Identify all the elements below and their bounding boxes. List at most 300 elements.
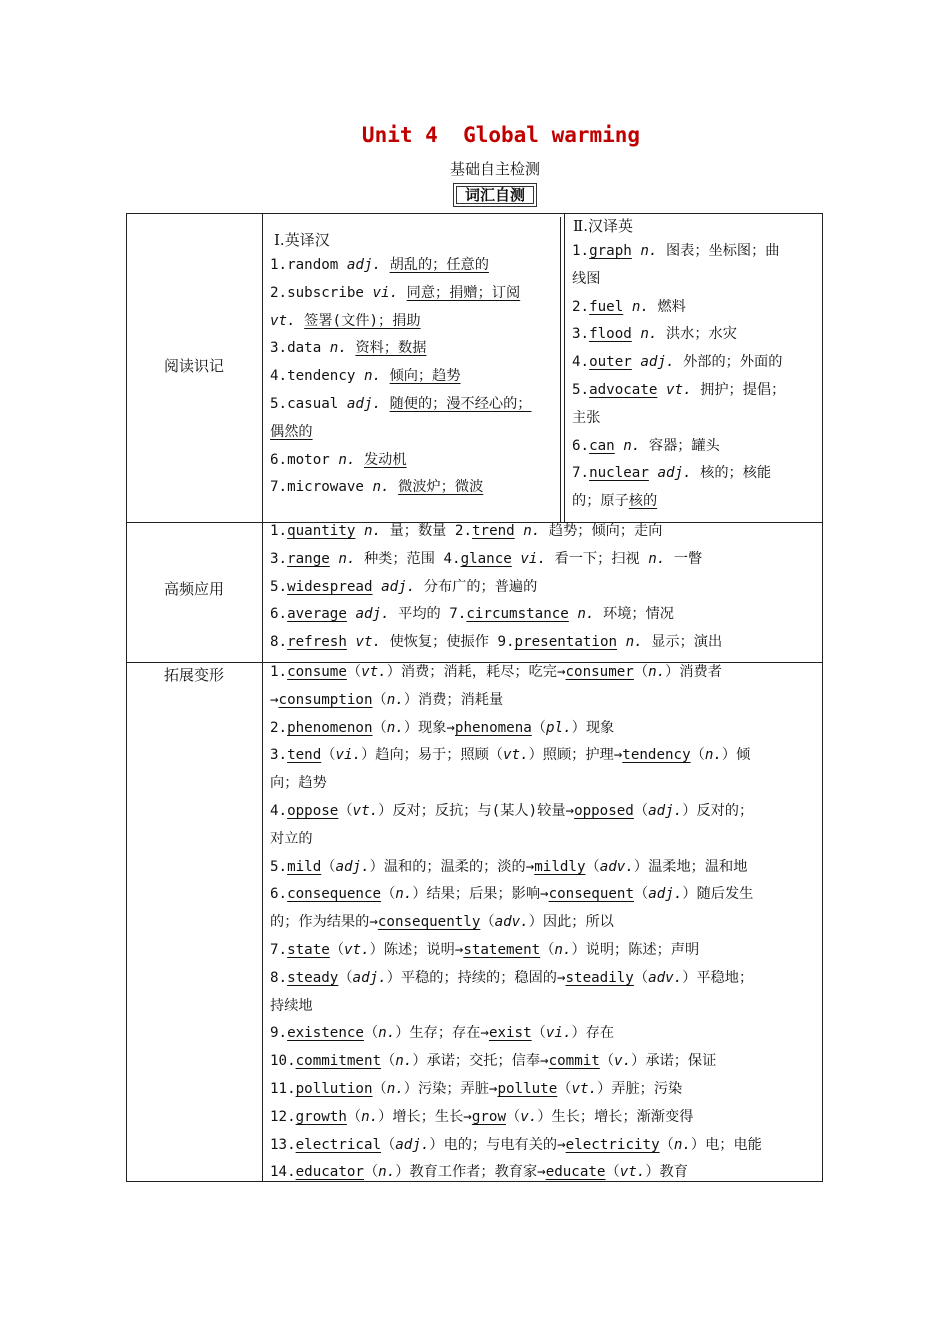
- line-text: （: [531, 1025, 546, 1042]
- line-text: 显示；演出: [642, 634, 723, 651]
- line-text: 看一下；扫视: [545, 550, 649, 567]
- line-text: 对立的: [270, 830, 313, 847]
- reading-right-line: [572, 377, 785, 405]
- line-text: 向；趋势: [270, 775, 327, 792]
- line-text: （: [480, 914, 495, 931]
- line-text: 4.: [270, 802, 288, 819]
- line-text: ）承诺；保证: [631, 1053, 717, 1070]
- line-text: ）反对；反抗；与(某人)较量→: [378, 802, 575, 819]
- answer-text: steadily: [565, 969, 634, 986]
- line-text: 7.: [572, 465, 590, 482]
- reading-right-line: [572, 488, 785, 516]
- answer-text: 资料；数据: [355, 340, 427, 357]
- answer-text: can: [589, 437, 615, 454]
- part-of-speech: vt.: [344, 941, 370, 958]
- line-text: 3.data: [270, 340, 330, 357]
- line-text: （: [321, 858, 336, 875]
- answer-text: mild: [287, 858, 322, 875]
- reading-right-line: [572, 405, 785, 433]
- part-of-speech: n.: [361, 1108, 379, 1125]
- line-text: （: [372, 719, 387, 736]
- line-text: 主张: [572, 409, 601, 426]
- line-text: ）结果；后果；影响→: [412, 886, 549, 903]
- extension-line: [270, 881, 762, 909]
- part-of-speech: vi.: [335, 747, 362, 764]
- line-text: 容器；罐头: [640, 437, 720, 454]
- line-text: 持续地: [270, 997, 313, 1014]
- extension-line: [270, 1020, 762, 1048]
- part-of-speech: vi.: [545, 1025, 572, 1042]
- line-text: ）存在: [571, 1025, 615, 1042]
- line-text: 6.motor: [270, 451, 339, 468]
- part-of-speech: vt.: [619, 1164, 646, 1181]
- answer-text: mildly: [534, 858, 586, 875]
- line-text: ）平稳地；: [682, 969, 754, 986]
- line-text: （: [557, 1080, 572, 1097]
- reading-right-list: [572, 238, 785, 516]
- reading-right-line: [572, 266, 785, 294]
- line-text: 5.: [572, 381, 590, 398]
- page-title: Unit 4 Global warming: [361, 123, 641, 147]
- answer-text: grow: [471, 1108, 507, 1125]
- line-text: 使恢复；使振作 9.: [381, 634, 515, 651]
- extension-line: [270, 742, 762, 770]
- extension-line: [270, 1104, 762, 1132]
- extension-list: [270, 659, 762, 1187]
- line-text: 3.: [270, 550, 288, 567]
- extension-line: [270, 659, 762, 687]
- answer-text: widespread: [287, 578, 373, 595]
- line-text: 2.subscribe: [270, 284, 373, 301]
- part-of-speech: v.: [520, 1108, 538, 1125]
- line-text: 7.: [270, 941, 288, 958]
- answer-text: nuclear: [589, 465, 649, 482]
- line-text: 1.: [572, 243, 590, 259]
- extension-line: [270, 715, 762, 743]
- line-text: 的；原子: [572, 493, 629, 510]
- part-of-speech: vt.: [355, 634, 382, 651]
- row-label-reading: 阅读识记: [163, 357, 224, 375]
- line-text: 14.: [270, 1164, 296, 1181]
- line-text: [398, 285, 407, 301]
- line-text: ）弄脏；污染: [597, 1080, 683, 1097]
- part-of-speech: adj.: [657, 465, 692, 482]
- line-text: ）教育工作者；教育家→: [395, 1164, 546, 1181]
- part-of-speech: adv.: [648, 969, 683, 986]
- answer-text: growth: [295, 1108, 347, 1125]
- answer-text: pollute: [497, 1080, 558, 1097]
- line-text: 平均的 7.: [389, 606, 467, 623]
- reading-right-line: [572, 349, 785, 377]
- extension-line: [270, 770, 762, 798]
- line-text: ）消费；消耗量: [403, 691, 504, 708]
- answer-text: 随便的；漫不经心的；: [389, 395, 532, 412]
- answer-text: 发动机: [363, 451, 407, 468]
- line-text: （: [363, 1025, 379, 1042]
- answer-text: outer: [589, 354, 632, 371]
- line-text: （: [381, 886, 396, 903]
- line-text: 13.: [270, 1136, 296, 1153]
- answer-text: electricity: [565, 1136, 660, 1153]
- line-text: 种类；范围 4.: [355, 550, 461, 567]
- part-of-speech: n.: [648, 550, 666, 567]
- line-text: ）电；电能: [690, 1136, 762, 1153]
- row-label-extension: 拓展变形: [163, 666, 224, 684]
- part-of-speech: adv.: [494, 914, 529, 931]
- line-text: 3.: [270, 747, 288, 764]
- extension-line: [270, 687, 762, 715]
- line-text: （: [372, 691, 387, 708]
- frequent-line: [270, 601, 722, 629]
- extension-line: [270, 826, 762, 854]
- part-of-speech: adj.: [335, 858, 370, 875]
- line-text: （: [329, 941, 345, 958]
- answer-text: existence: [287, 1025, 364, 1042]
- part-of-speech: n.: [338, 550, 356, 567]
- line-text: （: [605, 1164, 620, 1181]
- extension-line: [270, 937, 762, 965]
- answer-text: consequently: [377, 914, 481, 931]
- part-of-speech: n.: [378, 1025, 396, 1042]
- line-text: 分布广的；普遍的: [415, 578, 538, 595]
- line-text: 5.: [270, 858, 288, 875]
- line-text: ）生长；增长；渐渐变得: [537, 1108, 694, 1125]
- line-text: （: [585, 858, 600, 875]
- line-text: ）平稳的；持续的；稳固的→: [386, 969, 566, 986]
- reading-left-heading: Ⅰ.英译汉: [274, 231, 330, 249]
- table-divider-reading-cols: [564, 213, 565, 522]
- extension-line: [270, 965, 762, 993]
- line-text: [355, 452, 364, 468]
- reading-right-line: [572, 294, 785, 322]
- line-text: ）现象→: [403, 719, 455, 736]
- part-of-speech: n.: [648, 664, 666, 680]
- part-of-speech: n.: [372, 479, 390, 496]
- line-text: 1.: [270, 523, 288, 539]
- line-text: （: [381, 1136, 396, 1153]
- frequent-line: [270, 574, 722, 602]
- answer-text: refresh: [287, 634, 347, 651]
- part-of-speech: n.: [673, 1136, 691, 1153]
- line-text: 图表；坐标图；曲: [657, 243, 780, 259]
- answer-text: pollution: [295, 1080, 373, 1097]
- answer-text: 胡乱的；任意的: [389, 257, 489, 273]
- answer-text: exist: [488, 1025, 532, 1042]
- answer-text: educate: [545, 1164, 606, 1181]
- answer-text: advocate: [589, 381, 658, 398]
- line-text: （: [531, 719, 546, 736]
- extension-line: [270, 1076, 762, 1104]
- part-of-speech: adj.: [352, 969, 387, 986]
- reading-right-heading: Ⅱ.汉译英: [573, 217, 633, 235]
- line-text: ）照顾；护理→: [528, 747, 623, 764]
- table-divider-label: [262, 213, 263, 1182]
- part-of-speech: n.: [640, 243, 658, 259]
- part-of-speech: n.: [386, 691, 404, 708]
- line-text: （: [633, 802, 649, 819]
- line-text: ）污染；弄脏→: [403, 1080, 498, 1097]
- part-of-speech: adj.: [648, 802, 683, 819]
- part-of-speech: vi.: [372, 284, 399, 301]
- line-text: ）电的；与电有关的→: [429, 1136, 566, 1153]
- part-of-speech: n.: [577, 606, 595, 623]
- line-text: ）温和的；温柔的；淡的→: [369, 858, 535, 875]
- part-of-speech: n.: [395, 1053, 413, 1070]
- part-of-speech: pl.: [546, 719, 572, 736]
- part-of-speech: n.: [386, 1080, 404, 1097]
- line-text: 洪水；水灾: [657, 326, 737, 343]
- part-of-speech: vt.: [571, 1080, 598, 1097]
- part-of-speech: n.: [523, 523, 541, 539]
- line-text: （: [633, 969, 649, 986]
- line-text: 核的；核能: [691, 465, 772, 482]
- part-of-speech: n.: [625, 634, 643, 651]
- line-text: 的；作为结果的→: [270, 914, 378, 931]
- answer-text: steady: [287, 969, 339, 986]
- reading-left-list: [270, 252, 531, 502]
- line-text: ）温柔地；温和地: [633, 858, 748, 875]
- reading-left-line: [270, 252, 531, 280]
- part-of-speech: adv.: [599, 858, 634, 875]
- line-text: 8.: [270, 969, 288, 986]
- line-text: 拥护；提倡；: [691, 381, 786, 398]
- line-text: [381, 368, 390, 384]
- line-text: [373, 579, 382, 595]
- section-box: [453, 183, 537, 207]
- line-text: 2.: [270, 719, 288, 736]
- table-divider-reading-inner: [560, 217, 561, 522]
- line-text: 12.: [270, 1108, 296, 1125]
- line-text: （: [633, 664, 649, 680]
- answer-text: tendency: [622, 747, 691, 764]
- line-text: ）消费；消耗，耗尽；吃完→: [386, 664, 566, 680]
- line-text: ）因此；所以: [528, 914, 614, 931]
- line-text: 环境；情况: [594, 606, 674, 623]
- row-label-frequent: 高频应用: [163, 580, 224, 598]
- answer-text: statement: [463, 941, 541, 958]
- answer-text: circumstance: [466, 606, 569, 623]
- part-of-speech: vi.: [520, 550, 546, 567]
- line-text: ）生存；存在→: [395, 1025, 489, 1042]
- line-text: （: [346, 664, 362, 680]
- line-text: 6.: [270, 886, 288, 903]
- line-text: 一瞥: [665, 550, 703, 567]
- line-text: [615, 438, 624, 454]
- line-text: 2.: [572, 298, 590, 315]
- line-text: ）承诺；交托；信奉→: [412, 1053, 549, 1070]
- part-of-speech: v.: [614, 1053, 632, 1070]
- answer-text: phenomena: [454, 719, 532, 736]
- answer-text: 核的: [628, 493, 658, 510]
- answer-text: graph: [589, 243, 632, 259]
- answer-text: 倾向；趋势: [389, 368, 461, 385]
- part-of-speech: adj.: [381, 578, 416, 595]
- line-text: ）反对的；: [682, 802, 754, 819]
- line-text: （: [338, 969, 353, 986]
- line-text: 线图: [572, 270, 601, 287]
- part-of-speech: n.: [704, 747, 722, 764]
- frequent-line: [270, 546, 722, 574]
- answer-text: tend: [287, 747, 322, 764]
- line-text: 量；数量 2.: [381, 523, 472, 539]
- line-text: （: [372, 1080, 387, 1097]
- reading-left-line: [270, 447, 531, 475]
- extension-line: [270, 1132, 762, 1160]
- line-text: （: [540, 941, 555, 958]
- line-text: →: [270, 691, 279, 708]
- frequent-list: [270, 518, 722, 657]
- answer-text: educator: [295, 1164, 364, 1181]
- answer-text: consequent: [548, 886, 635, 903]
- line-text: （: [363, 1164, 379, 1181]
- line-text: ）说明；陈述；声明: [571, 941, 700, 958]
- line-text: 5.: [270, 578, 288, 595]
- line-text: 1.random: [270, 257, 347, 273]
- answer-text: electrical: [295, 1136, 382, 1153]
- answer-text: commitment: [295, 1053, 382, 1070]
- line-text: ）倾: [721, 747, 751, 764]
- answer-text: consumer: [565, 664, 634, 680]
- line-text: [381, 257, 390, 273]
- answer-text: consumption: [278, 691, 373, 708]
- part-of-speech: vt.: [665, 381, 692, 398]
- line-text: 4.tendency: [270, 368, 364, 385]
- part-of-speech: adj.: [346, 257, 382, 273]
- answer-text: commit: [548, 1053, 600, 1070]
- line-text: 11.: [270, 1080, 296, 1097]
- answer-text: consume: [287, 664, 347, 680]
- part-of-speech: adj.: [346, 395, 382, 412]
- page-subtitle: 基础自主检测: [449, 160, 540, 178]
- line-text: （: [321, 747, 336, 764]
- answer-text: opposed: [574, 802, 634, 819]
- answer-text: consequence: [287, 886, 382, 903]
- answer-text: oppose: [287, 802, 339, 819]
- part-of-speech: n.: [338, 451, 356, 468]
- section-box-label: 词汇自测: [464, 186, 525, 204]
- line-text: [390, 479, 399, 495]
- reading-left-line: [270, 363, 531, 391]
- reading-left-line: [270, 391, 531, 419]
- frequent-line: [270, 629, 722, 657]
- reading-right-line: [572, 238, 785, 266]
- answer-text: average: [287, 606, 347, 623]
- line-text: 7.microwave: [270, 479, 373, 496]
- line-text: 外部的；外面的: [674, 354, 783, 371]
- answer-text: presentation: [514, 634, 618, 651]
- line-text: 3.: [572, 326, 590, 343]
- line-text: 5.casual: [270, 395, 347, 412]
- part-of-speech: n.: [363, 523, 382, 539]
- part-of-speech: n.: [640, 326, 658, 343]
- reading-left-line: [270, 474, 531, 502]
- line-text: 4.: [572, 354, 590, 371]
- answer-text: quantity: [287, 523, 356, 539]
- part-of-speech: vt.: [361, 664, 387, 680]
- line-text: 趋势；倾向；走向: [540, 523, 663, 539]
- answer-text: range: [287, 550, 330, 567]
- line-text: ）消费者: [665, 664, 722, 680]
- line-text: （: [634, 886, 649, 903]
- extension-line: [270, 798, 762, 826]
- line-text: （: [599, 1053, 615, 1070]
- extension-line: [270, 1159, 762, 1187]
- answer-text: flood: [589, 326, 632, 343]
- part-of-speech: n.: [329, 340, 347, 357]
- answer-text: 签署(文件)；捐助: [304, 312, 421, 329]
- line-text: ）增长；生长→: [378, 1108, 472, 1125]
- part-of-speech: adj.: [640, 354, 675, 371]
- line-text: [515, 523, 524, 539]
- line-text: 1.: [270, 664, 288, 680]
- line-text: 6.: [572, 437, 590, 454]
- reading-right-line: [572, 433, 785, 461]
- part-of-speech: n.: [395, 886, 413, 903]
- reading-left-line: [270, 335, 531, 363]
- part-of-speech: vt.: [352, 802, 379, 819]
- part-of-speech: n.: [631, 298, 649, 315]
- part-of-speech: n.: [554, 941, 572, 958]
- part-of-speech: n.: [363, 368, 382, 385]
- extension-line: [270, 854, 762, 882]
- part-of-speech: n.: [378, 1164, 396, 1181]
- part-of-speech: vt.: [270, 312, 296, 329]
- extension-line: [270, 993, 762, 1021]
- line-text: （: [690, 747, 705, 764]
- line-text: [355, 523, 364, 539]
- part-of-speech: adj.: [355, 606, 390, 623]
- line-text: [623, 299, 632, 315]
- reading-right-line: [572, 460, 785, 488]
- extension-line: [270, 909, 762, 937]
- answer-text: state: [287, 941, 330, 958]
- answer-text: 偶然的: [270, 423, 313, 440]
- part-of-speech: adj.: [395, 1136, 430, 1153]
- line-text: 9.: [270, 1025, 288, 1042]
- line-text: [657, 382, 666, 398]
- answer-text: 微波炉；微波: [398, 479, 484, 496]
- line-text: 燃料: [648, 298, 686, 315]
- line-text: [296, 313, 305, 329]
- line-text: （: [338, 802, 353, 819]
- line-text: ）趋向；易于；照顾（: [361, 747, 503, 764]
- answer-text: glance: [460, 550, 512, 567]
- answer-text: trend: [472, 523, 515, 539]
- answer-text: fuel: [589, 298, 624, 315]
- reading-left-line: [270, 280, 531, 308]
- line-text: ）随后发生: [682, 886, 754, 903]
- reading-left-line: [270, 308, 531, 336]
- line-text: （: [506, 1108, 521, 1125]
- line-text: ）陈述；说明→: [369, 941, 464, 958]
- line-text: （: [346, 1108, 362, 1125]
- line-text: （: [381, 1053, 396, 1070]
- line-text: 8.: [270, 634, 288, 651]
- extension-line: [270, 1048, 762, 1076]
- line-text: 6.: [270, 606, 288, 623]
- frequent-line: [270, 518, 722, 546]
- line-text: 10.: [270, 1053, 296, 1070]
- line-text: ）教育: [645, 1164, 688, 1181]
- line-text: （: [659, 1136, 674, 1153]
- reading-left-line: [270, 419, 531, 447]
- answer-text: 同意；捐赠；订阅: [406, 284, 521, 301]
- part-of-speech: vt.: [502, 747, 529, 764]
- line-text: [381, 396, 390, 412]
- part-of-speech: n.: [623, 437, 641, 454]
- line-text: ）现象: [571, 719, 615, 736]
- part-of-speech: adj.: [648, 886, 683, 903]
